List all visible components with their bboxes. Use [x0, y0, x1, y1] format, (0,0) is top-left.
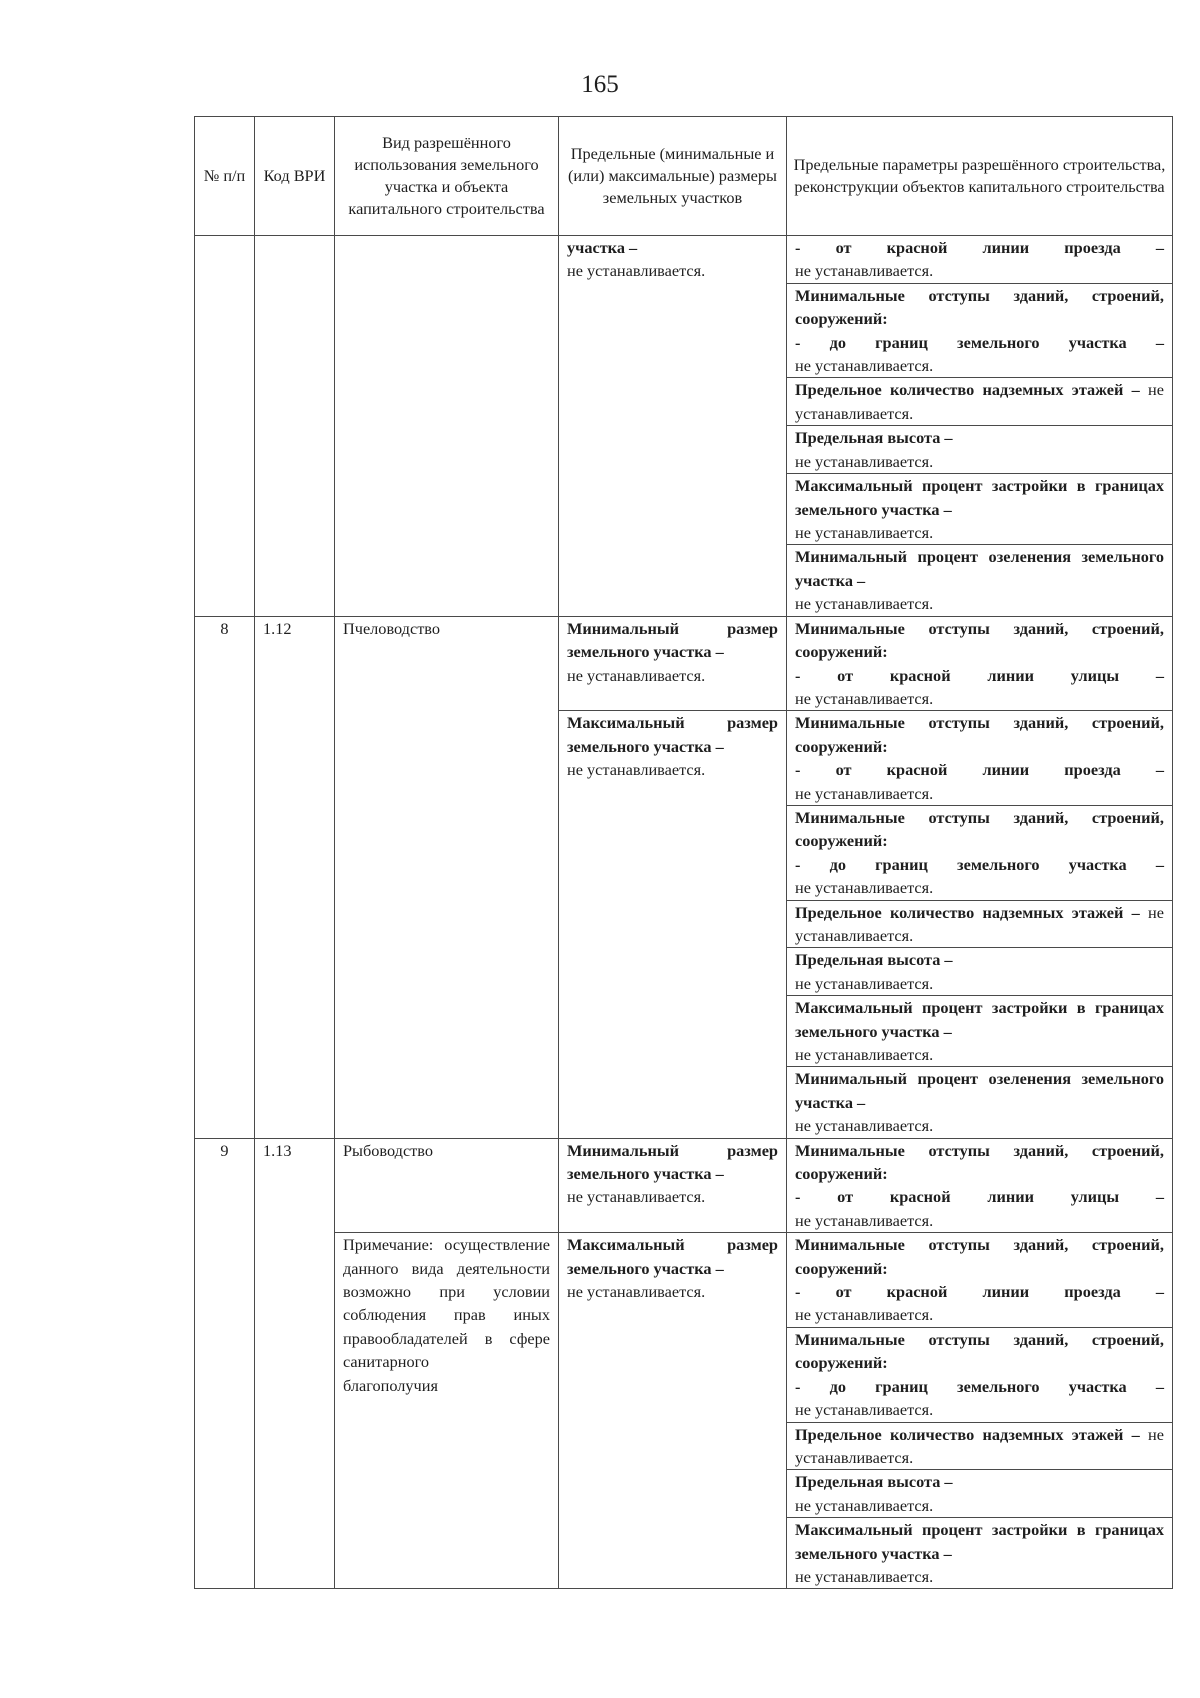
table-header-row	[195, 117, 1173, 236]
param-bold: Минимальный процент озеленения земельного участка –	[795, 1069, 1164, 1112]
cont-size-rest: не устанавливается.	[567, 261, 706, 281]
param-bold: Максимальный процент застройки в границах земельного участка –	[795, 1520, 1164, 1563]
size-bold: Минимальный размер земельного участка –	[567, 618, 778, 662]
cont-num-cell	[195, 236, 255, 617]
param-text2: не устанавливается.	[795, 261, 934, 281]
param-text: не устанавливается.	[795, 1424, 1164, 1467]
cont-use-cell	[335, 236, 559, 617]
cont-size-cell	[559, 236, 787, 617]
row8-param-1	[787, 711, 1173, 806]
param-bold: Минимальные отступы зданий, строений, сооружений:	[795, 1235, 1164, 1278]
row9-use: Рыбоводство	[335, 1138, 559, 1233]
size-bold: Минимальный размер земельного участка –	[567, 1140, 778, 1184]
param-text2: не устанавливается.	[795, 878, 934, 898]
param-bold: Максимальный процент застройки в границах земельного участка –	[795, 476, 1164, 519]
size-rest: не устанавливается.	[567, 1187, 706, 1207]
param-bold: Минимальные отступы зданий, строений, сооружений:	[795, 713, 1164, 756]
row9-code: 1.13	[255, 1138, 335, 1589]
param-text2: не устанавливается.	[795, 688, 934, 708]
row8-param-3	[787, 900, 1173, 948]
table-row	[195, 236, 1173, 284]
param-bold: Минимальные отступы зданий, строений, сооружений:	[795, 285, 1164, 329]
row8-param-0	[787, 616, 1173, 711]
row8-param-6	[787, 1067, 1173, 1138]
header-sizes: Предельные (минимальные и (или) максимальные) размеры земельных участков	[559, 117, 787, 236]
size-rest: не устанавливается.	[567, 665, 706, 685]
page-number: 165	[581, 71, 619, 98]
cont-param-3	[787, 426, 1173, 474]
row8-num: 8	[195, 616, 255, 1138]
size-bold: Максимальный размер земельного участка –	[567, 713, 778, 756]
param-bold: Предельная высота –	[795, 1472, 953, 1492]
param-bold: Минимальные отступы зданий, строений, сооружений:	[795, 807, 1164, 851]
param-text: - от красной линии проезда –	[795, 760, 1164, 780]
size-rest: не устанавливается.	[567, 1282, 706, 1302]
row9-param-2	[787, 1327, 1173, 1422]
param-text2: не устанавливается.	[795, 1305, 934, 1325]
param-text2: не устанавливается.	[795, 783, 934, 803]
zoning-table	[194, 116, 1173, 1589]
param-bold: Предельная высота –	[795, 428, 953, 448]
header-code: Код ВРИ	[255, 117, 335, 236]
row9-param-4	[787, 1470, 1173, 1518]
param-text: не устанавливается.	[795, 451, 934, 471]
param-bold: Предельное количество надземных этажей –	[795, 1424, 1140, 1444]
row9-min-size	[559, 1138, 787, 1233]
row9-param-0	[787, 1138, 1173, 1233]
row9-param-5	[787, 1518, 1173, 1589]
param-text2: не устанавливается.	[795, 1400, 934, 1420]
param-text: не устанавливается.	[795, 1045, 934, 1064]
row9-param-3	[787, 1422, 1173, 1470]
row8-code: 1.12	[255, 616, 335, 1138]
cont-size-bold: участка –	[567, 238, 638, 257]
row8-param-2	[787, 805, 1173, 900]
param-text: - до границ земельного участка –	[795, 1376, 1164, 1396]
param-bold: Минимальный процент озеленения земельного участка –	[795, 547, 1164, 590]
param-bold: Предельное количество надземных этажей –	[795, 380, 1140, 400]
row9-param-1	[787, 1233, 1173, 1328]
cont-param-4	[787, 474, 1173, 545]
row8-min-size	[559, 616, 787, 711]
row8-max-size	[559, 711, 787, 1138]
param-text: не устанавливается.	[795, 1566, 934, 1586]
table-row	[195, 616, 1173, 711]
param-bold: Предельное количество надземных этажей –	[795, 902, 1140, 922]
cont-param-1	[787, 283, 1173, 378]
row8-use: Пчеловодство	[335, 616, 559, 1138]
param-text2: не устанавливается.	[795, 1210, 934, 1230]
row9-num: 9	[195, 1138, 255, 1589]
header-num: № п/п	[195, 117, 255, 236]
param-text: - от красной линии улицы –	[795, 665, 1164, 685]
size-rest: не устанавливается.	[567, 760, 706, 780]
param-bold: Минимальные отступы зданий, строений, сооружений:	[795, 618, 1164, 662]
header-use: Вид разрешённого использования земельного участка и объекта капитального строительства	[335, 117, 559, 236]
row8-param-5	[787, 996, 1173, 1067]
cont-param-0	[787, 236, 1173, 284]
row8-param-4	[787, 948, 1173, 996]
param-bold: Предельная высота –	[795, 950, 953, 970]
param-bold: Максимальный процент застройки в границах земельного участка –	[795, 998, 1164, 1041]
size-bold: Максимальный размер земельного участка –	[567, 1235, 778, 1278]
param-text2: не устанавливается.	[795, 356, 934, 376]
row9-max-size	[559, 1233, 787, 1589]
cont-code-cell	[255, 236, 335, 617]
param-text: - от красной линии улицы –	[795, 1187, 1164, 1207]
param-bold: Минимальные отступы зданий, строений, сооружений:	[795, 1140, 1164, 1184]
cont-param-5	[787, 545, 1173, 616]
param-text: - от красной линии проезда –	[795, 1282, 1164, 1302]
param-text: - до границ земельного участка –	[795, 332, 1164, 352]
param-text: - от красной линии проезда –	[795, 238, 1164, 257]
param-bold: Минимальные отступы зданий, строений, сооружений:	[795, 1329, 1164, 1373]
header-params: Предельные параметры разрешённого строительства, реконструкции объектов капитального строительства	[787, 117, 1173, 236]
note-last: благополучия	[343, 1375, 438, 1395]
param-text: не устанавливается.	[795, 973, 934, 993]
param-text: не устанавливается.	[795, 902, 1164, 945]
param-text: не устанавливается.	[795, 380, 1164, 423]
table-row	[195, 1138, 1173, 1233]
note-text: Примечание: осуществление данного вида деятельности возможно при условии соблюдения прав иных правообладателей в сфере санитарного	[343, 1235, 550, 1372]
param-text: не устанавливается.	[795, 1116, 934, 1136]
param-text: не устанавливается.	[795, 594, 934, 614]
row9-note	[335, 1233, 559, 1589]
param-text: - до границ земельного участка –	[795, 854, 1164, 874]
cont-param-2	[787, 378, 1173, 426]
param-text: не устанавливается.	[795, 523, 934, 543]
param-text: не устанавливается.	[795, 1495, 934, 1515]
table-row	[195, 1233, 1173, 1328]
